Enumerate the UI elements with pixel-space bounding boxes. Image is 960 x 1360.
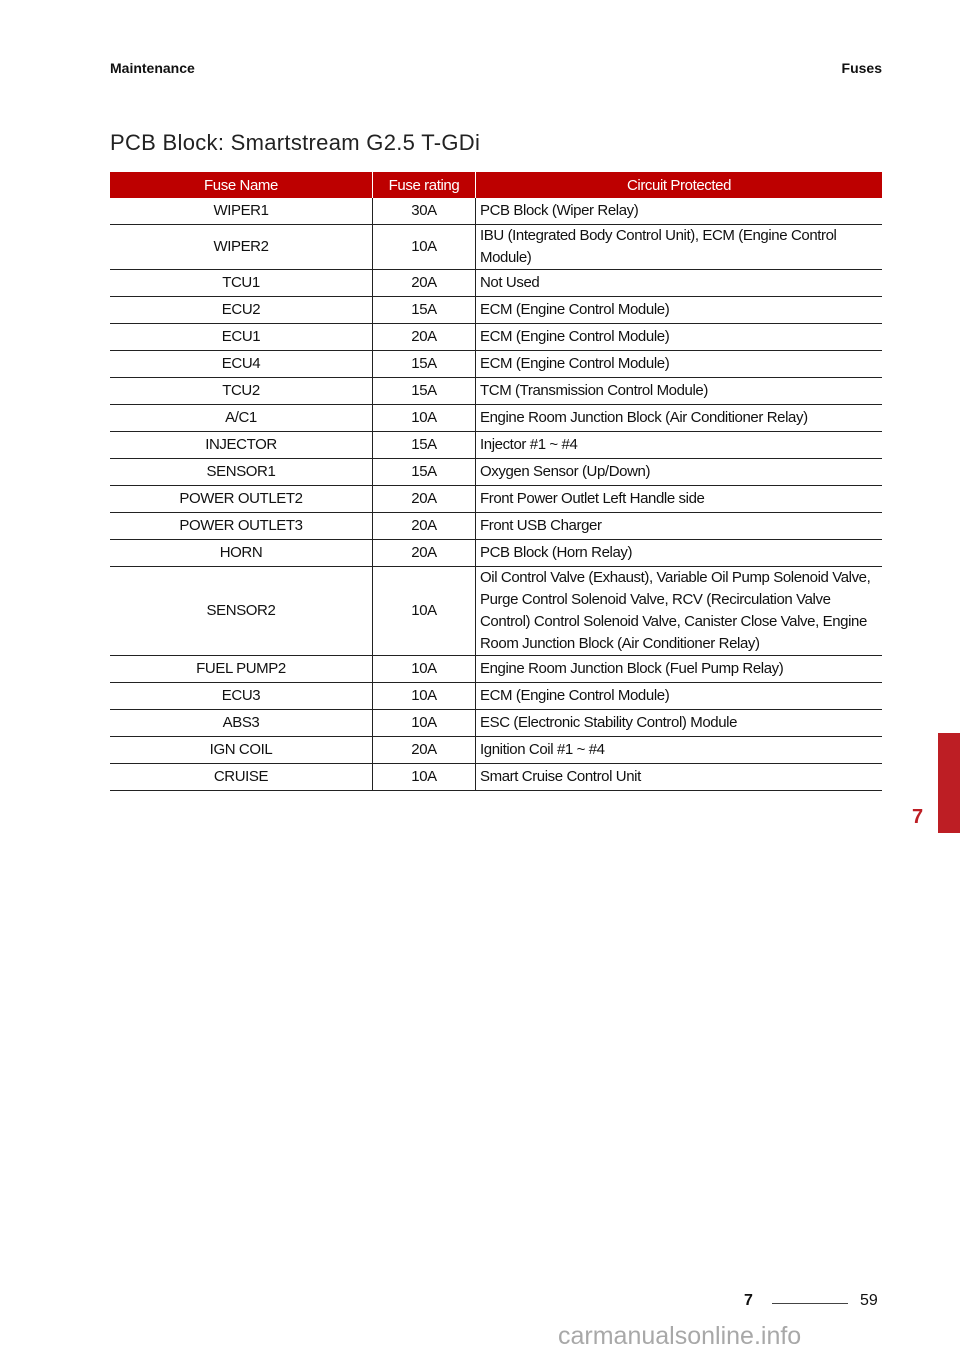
column-header-fuse-rating: Fuse rating [373, 172, 476, 198]
cell-circuit-protected: Oxygen Sensor (Up/Down) [476, 459, 883, 486]
cell-fuse-name: CRUISE [110, 764, 373, 791]
cell-circuit-protected: ECM (Engine Control Module) [476, 683, 883, 710]
table-row [110, 513, 882, 540]
cell-circuit-protected: PCB Block (Horn Relay) [476, 540, 883, 567]
cell-circuit-protected: Not Used [476, 270, 883, 297]
cell-circuit-protected: Engine Room Junction Block (Fuel Pump Relay) [476, 656, 883, 683]
table-row [110, 567, 882, 656]
table-body [110, 198, 882, 791]
cell-circuit-protected: ESC (Electronic Stability Control) Module [476, 710, 883, 737]
cell-fuse-rating: 30A [373, 198, 476, 225]
cell-fuse-rating: 20A [373, 737, 476, 764]
table-row [110, 459, 882, 486]
fuse-table [110, 172, 882, 791]
cell-fuse-name: POWER OUTLET2 [110, 486, 373, 513]
cell-fuse-rating: 15A [373, 351, 476, 378]
chapter-side-number: 7 [912, 806, 924, 828]
cell-fuse-name: TCU2 [110, 378, 373, 405]
cell-circuit-protected: ECM (Engine Control Module) [476, 324, 883, 351]
column-header-fuse-name: Fuse Name [110, 172, 373, 198]
chapter-side-tab [938, 733, 960, 833]
footer-divider [772, 1303, 848, 1304]
cell-fuse-name: SENSOR1 [110, 459, 373, 486]
table-row [110, 710, 882, 737]
table-row [110, 432, 882, 459]
cell-fuse-name: WIPER2 [110, 225, 373, 270]
table-row [110, 297, 882, 324]
table-row [110, 737, 882, 764]
cell-fuse-rating: 15A [373, 378, 476, 405]
cell-fuse-name: HORN [110, 540, 373, 567]
cell-fuse-rating: 20A [373, 486, 476, 513]
cell-fuse-name: ABS3 [110, 710, 373, 737]
table-row [110, 378, 882, 405]
cell-fuse-name: TCU1 [110, 270, 373, 297]
cell-fuse-rating: 15A [373, 432, 476, 459]
table-row [110, 486, 882, 513]
table-row [110, 683, 882, 710]
cell-circuit-protected: Ignition Coil #1 ~ #4 [476, 737, 883, 764]
cell-fuse-name: POWER OUTLET3 [110, 513, 373, 540]
cell-fuse-rating: 10A [373, 683, 476, 710]
cell-fuse-name: IGN COIL [110, 737, 373, 764]
column-header-circuit-protected: Circuit Protected [476, 172, 883, 198]
header-section: Maintenance [110, 60, 195, 76]
cell-circuit-protected: Oil Control Valve (Exhaust), Variable Oil Pump Solenoid Valve, Purge Control Solenoid Valve, RCV (Recirculation Valve Control) Control Solenoid Valve, Canister Close Valve, Engine Room Junction Block (Air Conditioner Relay) [476, 567, 883, 656]
header-topic: Fuses [841, 60, 882, 76]
cell-fuse-rating: 20A [373, 270, 476, 297]
cell-circuit-protected: IBU (Integrated Body Control Unit), ECM (Engine Control Module) [476, 225, 883, 270]
cell-fuse-name: ECU3 [110, 683, 373, 710]
cell-fuse-rating: 10A [373, 405, 476, 432]
cell-fuse-rating: 15A [373, 297, 476, 324]
cell-fuse-name: WIPER1 [110, 198, 373, 225]
cell-fuse-name: ECU2 [110, 297, 373, 324]
cell-fuse-rating: 10A [373, 567, 476, 656]
cell-fuse-name: A/C1 [110, 405, 373, 432]
table-row [110, 656, 882, 683]
cell-circuit-protected: TCM (Transmission Control Module) [476, 378, 883, 405]
table-row [110, 198, 882, 225]
cell-fuse-name: FUEL PUMP2 [110, 656, 373, 683]
page-title: PCB Block: Smartstream G2.5 T-GDi [110, 130, 481, 155]
cell-fuse-rating: 10A [373, 764, 476, 791]
cell-circuit-protected: Front Power Outlet Left Handle side [476, 486, 883, 513]
cell-circuit-protected: Injector #1 ~ #4 [476, 432, 883, 459]
table-row [110, 764, 882, 791]
cell-circuit-protected: Smart Cruise Control Unit [476, 764, 883, 791]
cell-circuit-protected: Front USB Charger [476, 513, 883, 540]
cell-fuse-rating: 20A [373, 324, 476, 351]
table-row [110, 324, 882, 351]
cell-fuse-name: SENSOR2 [110, 567, 373, 656]
table-row [110, 540, 882, 567]
footer-chapter: 7 [744, 1292, 753, 1309]
cell-fuse-rating: 20A [373, 540, 476, 567]
cell-circuit-protected: ECM (Engine Control Module) [476, 297, 883, 324]
cell-fuse-name: ECU4 [110, 351, 373, 378]
watermark: carmanualsonline.info [558, 1322, 802, 1350]
cell-circuit-protected: Engine Room Junction Block (Air Conditioner Relay) [476, 405, 883, 432]
table-row [110, 405, 882, 432]
footer-page-number: 59 [860, 1292, 878, 1309]
cell-fuse-rating: 20A [373, 513, 476, 540]
cell-fuse-rating: 10A [373, 656, 476, 683]
cell-fuse-rating: 15A [373, 459, 476, 486]
table-row [110, 225, 882, 270]
cell-circuit-protected: PCB Block (Wiper Relay) [476, 198, 883, 225]
cell-fuse-name: ECU1 [110, 324, 373, 351]
cell-fuse-name: INJECTOR [110, 432, 373, 459]
cell-fuse-rating: 10A [373, 710, 476, 737]
table-row [110, 351, 882, 378]
table-row [110, 270, 882, 297]
cell-fuse-rating: 10A [373, 225, 476, 270]
table-header-row [110, 172, 882, 198]
cell-circuit-protected: ECM (Engine Control Module) [476, 351, 883, 378]
